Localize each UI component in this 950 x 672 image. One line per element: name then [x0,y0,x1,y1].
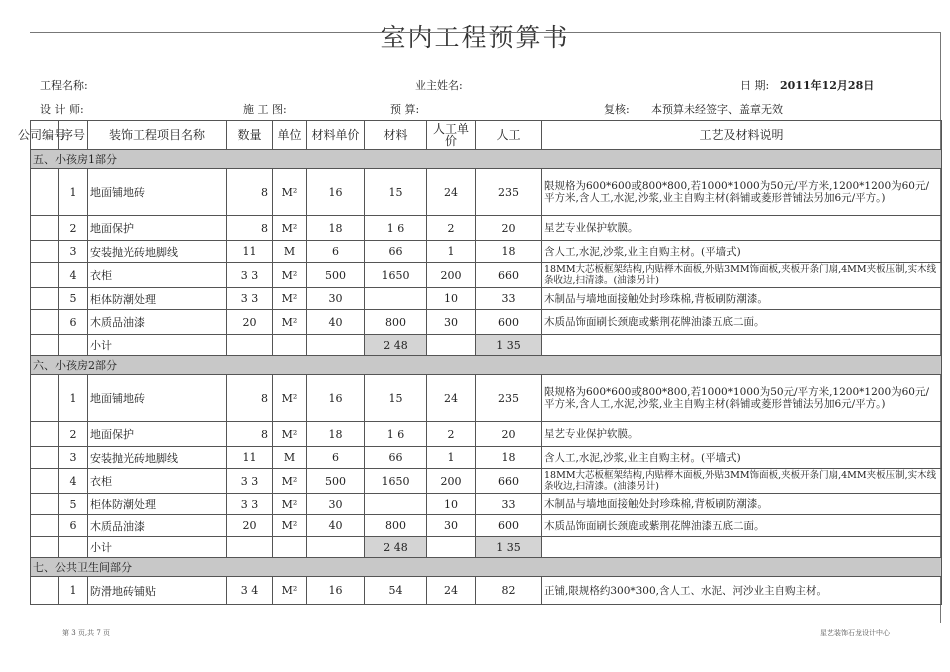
row-qty: 3 3 [227,494,273,515]
row-labor: 18 [476,447,542,469]
row-labor-price: 24 [427,375,476,422]
row-labor-price: 200 [427,263,476,288]
row-desc: 木质品饰面刷长颈鹿或紫荆花牌油漆五底二面。 [542,515,942,537]
row-labor: 600 [476,515,542,537]
row-name: 木质品油漆 [88,515,227,537]
row-qty: 8 [227,169,273,216]
table-row [31,494,942,515]
row-name: 地面铺地砖 [88,169,227,216]
date-label: 日 期: [740,79,770,92]
budget-label: 预 算: [390,103,420,116]
row-labor: 33 [476,288,542,310]
row-desc: 18MM大芯板框架结构,内贴榉木面板,外贴3MM饰面板,夹板开条门扇,4MM夹板压制,实木线条收边,扫清漆。(油漆另计) [542,469,942,494]
row-no: 3 [59,447,88,469]
header-company-no [31,121,59,150]
row-qty: 8 [227,216,273,241]
row-mat-price: 30 [307,494,365,515]
row-labor: 82 [476,577,542,605]
row-labor: 235 [476,169,542,216]
row-mat: 1 6 [365,216,427,241]
row-labor-price: 24 [427,577,476,605]
row-desc: 星艺专业保护软膜。 [542,422,942,447]
row-no: 3 [59,241,88,263]
row-mat-price: 16 [307,375,365,422]
header-desc: 工艺及材料说明 [542,121,942,150]
row-labor-price: 2 [427,216,476,241]
row-mat: 66 [365,447,427,469]
row-name: 防滑地砖铺贴 [88,577,227,605]
subtotal-mat: 2 48 [365,335,427,356]
footer-company: 星艺装饰石龙设计中心 [820,629,890,637]
table-row [31,263,942,288]
subtotal-label: 小计 [88,537,227,558]
row-no: 2 [59,422,88,447]
row-unit: M² [273,422,307,447]
row-mat: 800 [365,515,427,537]
row-unit: M² [273,310,307,335]
row-labor: 600 [476,310,542,335]
row-name: 地面保护 [88,216,227,241]
row-name: 木质品油漆 [88,310,227,335]
owner-name-label: 业主姓名: [415,79,463,92]
section-title: 五、小孩房1部分 [31,150,942,169]
section-title: 七、公共卫生间部分 [31,558,942,577]
row-mat: 66 [365,241,427,263]
row-labor-price: 10 [427,494,476,515]
row-no: 1 [59,169,88,216]
row-labor-price: 30 [427,310,476,335]
row-no: 6 [59,515,88,537]
row-name: 衣柜 [88,263,227,288]
row-desc: 木制品与墙地面接触处封珍珠棉,背板刷防潮漆。 [542,288,942,310]
row-unit: M² [273,469,307,494]
row-mat: 54 [365,577,427,605]
date-value: 2011年12月28日 [780,79,875,92]
review-label: 复核: [604,103,630,116]
table-header [31,121,942,150]
row-qty: 3 4 [227,577,273,605]
row-unit: M² [273,263,307,288]
row-desc: 限规格为600*600或800*800,若1000*1000为50元/平方米,1200*1200为60元/平方米,含人工,水泥,沙浆,业主自购主材(斜铺或菱形普铺法另加6元/平方。) [542,169,942,216]
row-no: 2 [59,216,88,241]
section-header [31,558,942,577]
row-qty: 11 [227,447,273,469]
row-no: 4 [59,469,88,494]
row-mat-price: 18 [307,422,365,447]
row-name: 安装抛光砖地脚线 [88,447,227,469]
row-qty: 3 3 [227,469,273,494]
row-mat-price: 500 [307,263,365,288]
row-labor: 33 [476,494,542,515]
subtotal-labor: 1 35 [476,335,542,356]
row-labor-price: 10 [427,288,476,310]
subtotal-mat: 2 48 [365,537,427,558]
row-desc: 星艺专业保护软膜。 [542,216,942,241]
row-no: 5 [59,494,88,515]
row-mat-price: 30 [307,288,365,310]
subtotal-labor: 1 35 [476,537,542,558]
row-desc: 木质品饰面刷长颈鹿或紫荆花牌油漆五底二面。 [542,310,942,335]
section-title: 六、小孩房2部分 [31,356,942,375]
row-unit: M² [273,494,307,515]
row-mat: 800 [365,310,427,335]
table-row [31,241,942,263]
row-no: 1 [59,577,88,605]
table-row [31,447,942,469]
header-labor-price: 人工单价 [427,121,476,150]
table-row [31,375,942,422]
table-row [31,515,942,537]
row-qty: 3 3 [227,263,273,288]
row-unit: M² [273,515,307,537]
row-name: 地面保护 [88,422,227,447]
header-qty: 数量 [227,121,273,150]
row-mat: 1 6 [365,422,427,447]
row-labor-price: 1 [427,241,476,263]
row-desc: 含人工,水泥,沙浆,业主自购主材。(平墙式) [542,241,942,263]
subtotal-label: 小计 [88,335,227,356]
notice-text: 本预算未经签字、盖章无效 [651,103,783,116]
header-seq: 序号 [59,121,88,150]
row-no: 4 [59,263,88,288]
row-qty: 3 3 [227,288,273,310]
row-mat [365,288,427,310]
row-unit: M² [273,577,307,605]
row-name: 安装抛光砖地脚线 [88,241,227,263]
row-labor: 20 [476,216,542,241]
row-mat-price: 16 [307,169,365,216]
page-number: 第 3 页,共 7 页 [62,629,111,637]
row-no: 6 [59,310,88,335]
table-row [31,577,942,605]
row-name: 地面铺地砖 [88,375,227,422]
row-labor-price: 30 [427,515,476,537]
budget-table [30,120,942,605]
row-mat-price: 6 [307,241,365,263]
header-mat-price: 材料单价 [307,121,365,150]
row-labor: 660 [476,263,542,288]
row-qty: 20 [227,310,273,335]
company-no-header: 公司编号 [18,128,67,142]
row-desc: 限规格为600*600或800*800,若1000*1000为50元/平方米,1200*1200为60元/平方米,含人工,水泥,沙浆,业主自购主材(斜铺或菱形普铺法另加6元/平方。) [542,375,942,422]
row-mat: 1650 [365,469,427,494]
row-desc: 含人工,水泥,沙浆,业主自购主材。(平墙式) [542,447,942,469]
row-qty: 20 [227,515,273,537]
row-desc: 木制品与墙地面接触处封珍珠棉,背板刷防潮漆。 [542,494,942,515]
row-labor-price: 2 [427,422,476,447]
table-row [31,422,942,447]
row-no: 5 [59,288,88,310]
row-unit: M [273,447,307,469]
row-labor-price: 1 [427,447,476,469]
table-row [31,288,942,310]
project-name-label: 工程名称: [40,79,88,92]
header-mat: 材料 [365,121,427,150]
row-labor: 235 [476,375,542,422]
row-unit: M² [273,169,307,216]
row-labor: 660 [476,469,542,494]
row-name: 衣柜 [88,469,227,494]
page-title: 室内工程预算书 [380,23,570,52]
designer-label: 设 计 师: [40,103,84,116]
drawing-label: 施 工 图: [243,103,287,116]
row-mat-price: 40 [307,310,365,335]
table-row [31,310,942,335]
table-row [31,169,942,216]
row-mat-price: 6 [307,447,365,469]
row-unit: M² [273,375,307,422]
row-mat-price: 40 [307,515,365,537]
row-mat: 15 [365,169,427,216]
row-unit: M [273,241,307,263]
table-row [31,216,942,241]
row-name: 柜体防潮处理 [88,288,227,310]
row-desc: 正铺,限规格约300*300,含人工、水泥、河沙业主自购主材。 [542,577,942,605]
header-item: 装饰工程项目名称 [88,121,227,150]
header-labor: 人工 [476,121,542,150]
row-no: 1 [59,375,88,422]
row-mat-price: 500 [307,469,365,494]
row-qty: 8 [227,375,273,422]
row-labor: 20 [476,422,542,447]
row-unit: M² [273,288,307,310]
row-mat: 1650 [365,263,427,288]
row-unit: M² [273,216,307,241]
row-labor-price: 200 [427,469,476,494]
row-mat-price: 18 [307,216,365,241]
row-qty: 11 [227,241,273,263]
row-mat: 15 [365,375,427,422]
row-labor: 18 [476,241,542,263]
table-row [31,469,942,494]
row-qty: 8 [227,422,273,447]
row-name: 柜体防潮处理 [88,494,227,515]
subtotal-row [31,335,942,356]
row-mat-price: 16 [307,577,365,605]
header-unit: 单位 [273,121,307,150]
subtotal-row [31,537,942,558]
row-labor-price: 24 [427,169,476,216]
section-header [31,150,942,169]
section-header [31,356,942,375]
row-desc: 18MM大芯板框架结构,内贴榉木面板,外贴3MM饰面板,夹板开条门扇,4MM夹板压制,实木线条收边,扫清漆。(油漆另计) [542,263,942,288]
row-mat [365,494,427,515]
